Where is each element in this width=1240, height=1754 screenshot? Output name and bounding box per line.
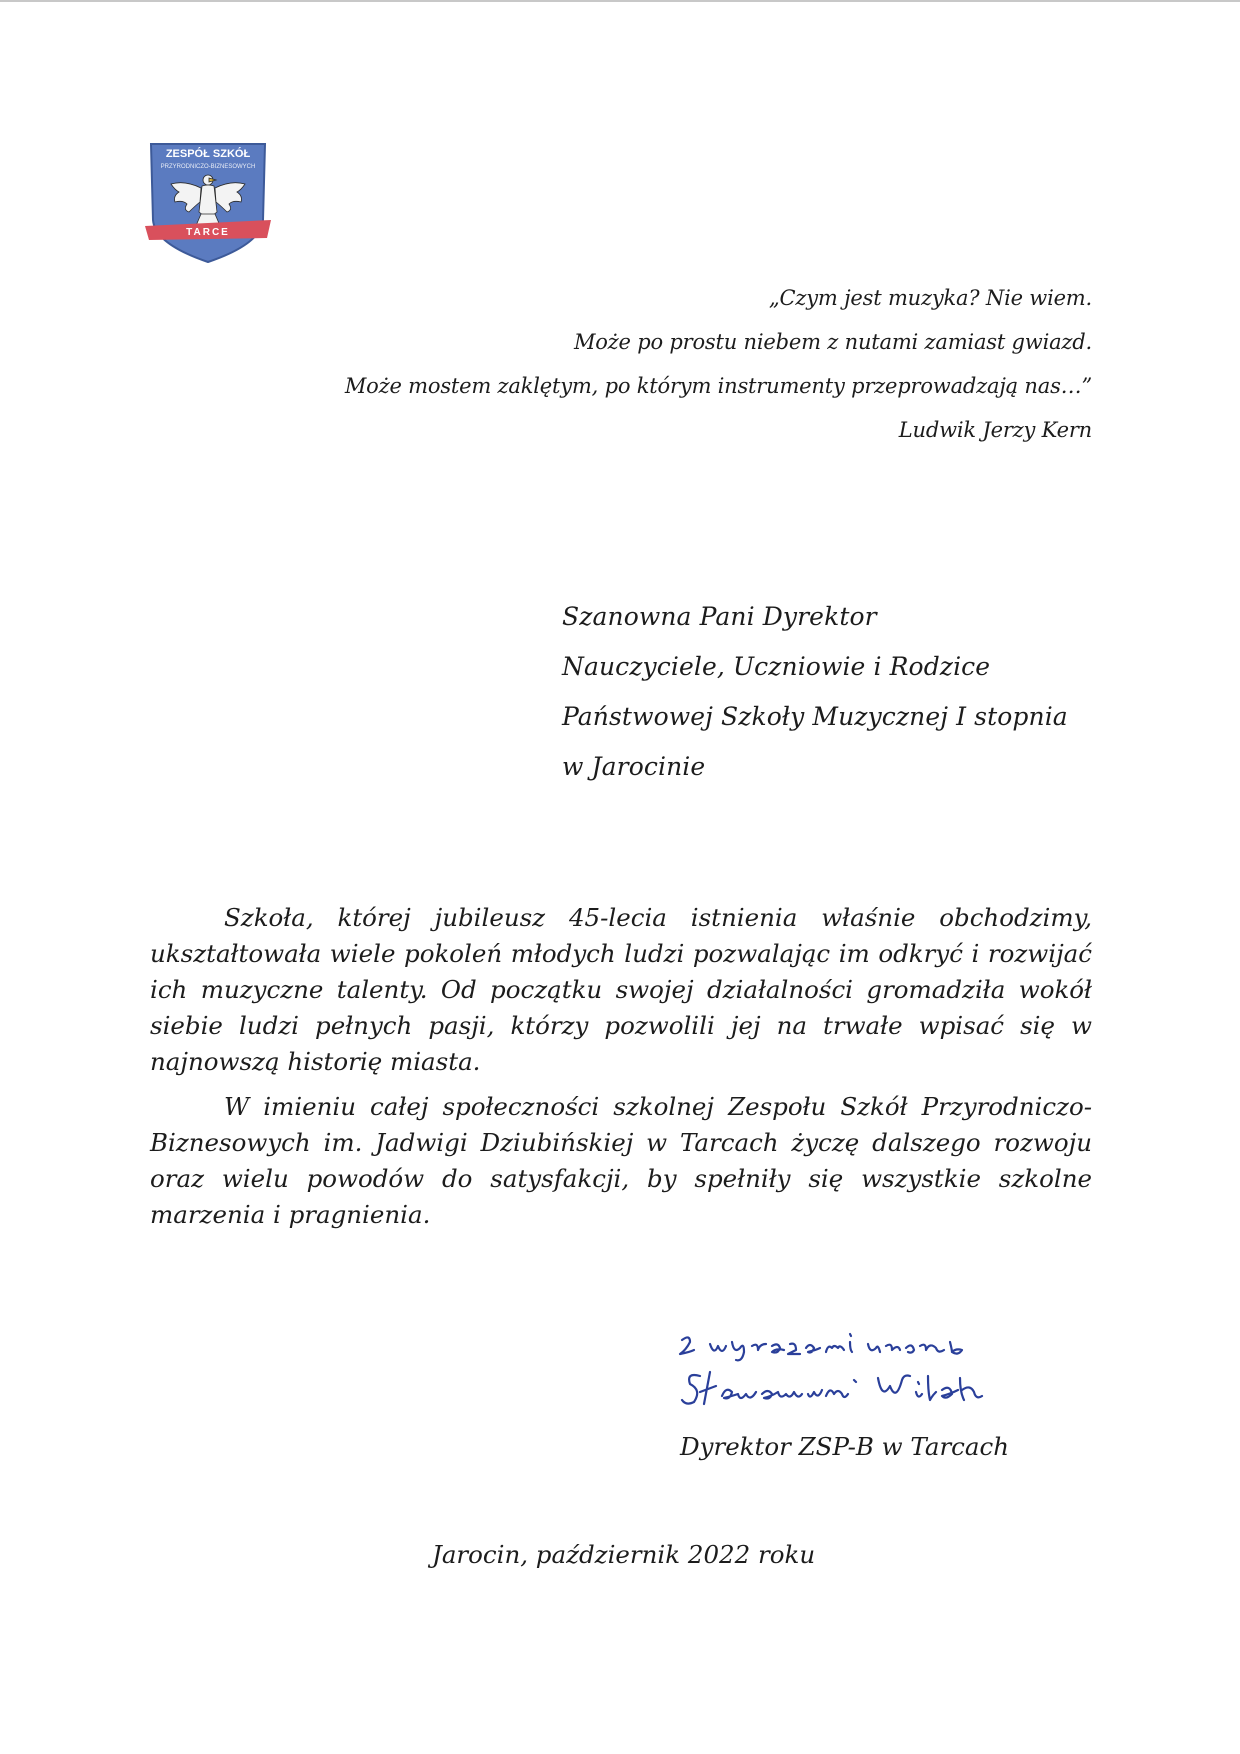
school-crest-logo: [143, 140, 273, 265]
quote-line: „Czym jest muzyka? Nie wiem.: [768, 286, 1092, 310]
handwritten-signature: [660, 1320, 1020, 1430]
signatory-title: Dyrektor ZSP-B w Tarcach: [680, 1432, 1010, 1461]
body-paragraph: Szkoła, której jubileusz 45-lecia istnienia właśnie obchodzimy, ukształtowała wiele pokoleń młodych ludzi pozwalając im odkryć i rozwijać ich muzyczne talenty. Od początku swojej działalności gromadziła wokół siebie ludzi pełnych pasji, którzy pozwolili jej na trwałe wpisać się w najnowszą historię miasta.: [150, 903, 1092, 1076]
quote-author: Ludwik Jerzy Kern: [898, 418, 1092, 442]
addressee-block: [562, 592, 1122, 792]
place-and-date: Jarocin, październik 2022 roku: [432, 1540, 816, 1569]
body-paragraph: W imieniu całej społeczności szkolnej Zespołu Szkół Przyrodniczo-Biznesowych im. Jadwigi Dziubińskiej w Tarcach życzę dalszego rozwoju oraz wielu powodów do satysfakcji, by spełniły się wszystkie szkolne marzenia i pragnienia.: [150, 1092, 1092, 1229]
crest-title-line1: ZESPÓŁ SZKÓŁ: [165, 148, 251, 160]
crest-title-line2: PRZYRODNICZO-BIZNESOWYCH: [160, 164, 256, 170]
addressee-line: Nauczyciele, Uczniowie i Rodzice: [562, 652, 991, 681]
addressee-line: Szanowna Pani Dyrektor: [562, 602, 877, 631]
quote-line: Może mostem zaklętym, po którym instrumenty przeprowadzają nas…”: [344, 374, 1092, 398]
quote-line: Może po prostu niebem z nutami zamiast gwiazd.: [573, 330, 1092, 354]
letter-body: [150, 900, 1092, 1242]
addressee-line: w Jarocinie: [562, 752, 706, 781]
page-edge: [0, 0, 1240, 2]
addressee-line: Państwowej Szkoły Muzycznej I stopnia: [562, 702, 1068, 731]
epigraph-quote: [292, 276, 1092, 452]
crest-ribbon-text: TARCE: [186, 227, 230, 238]
